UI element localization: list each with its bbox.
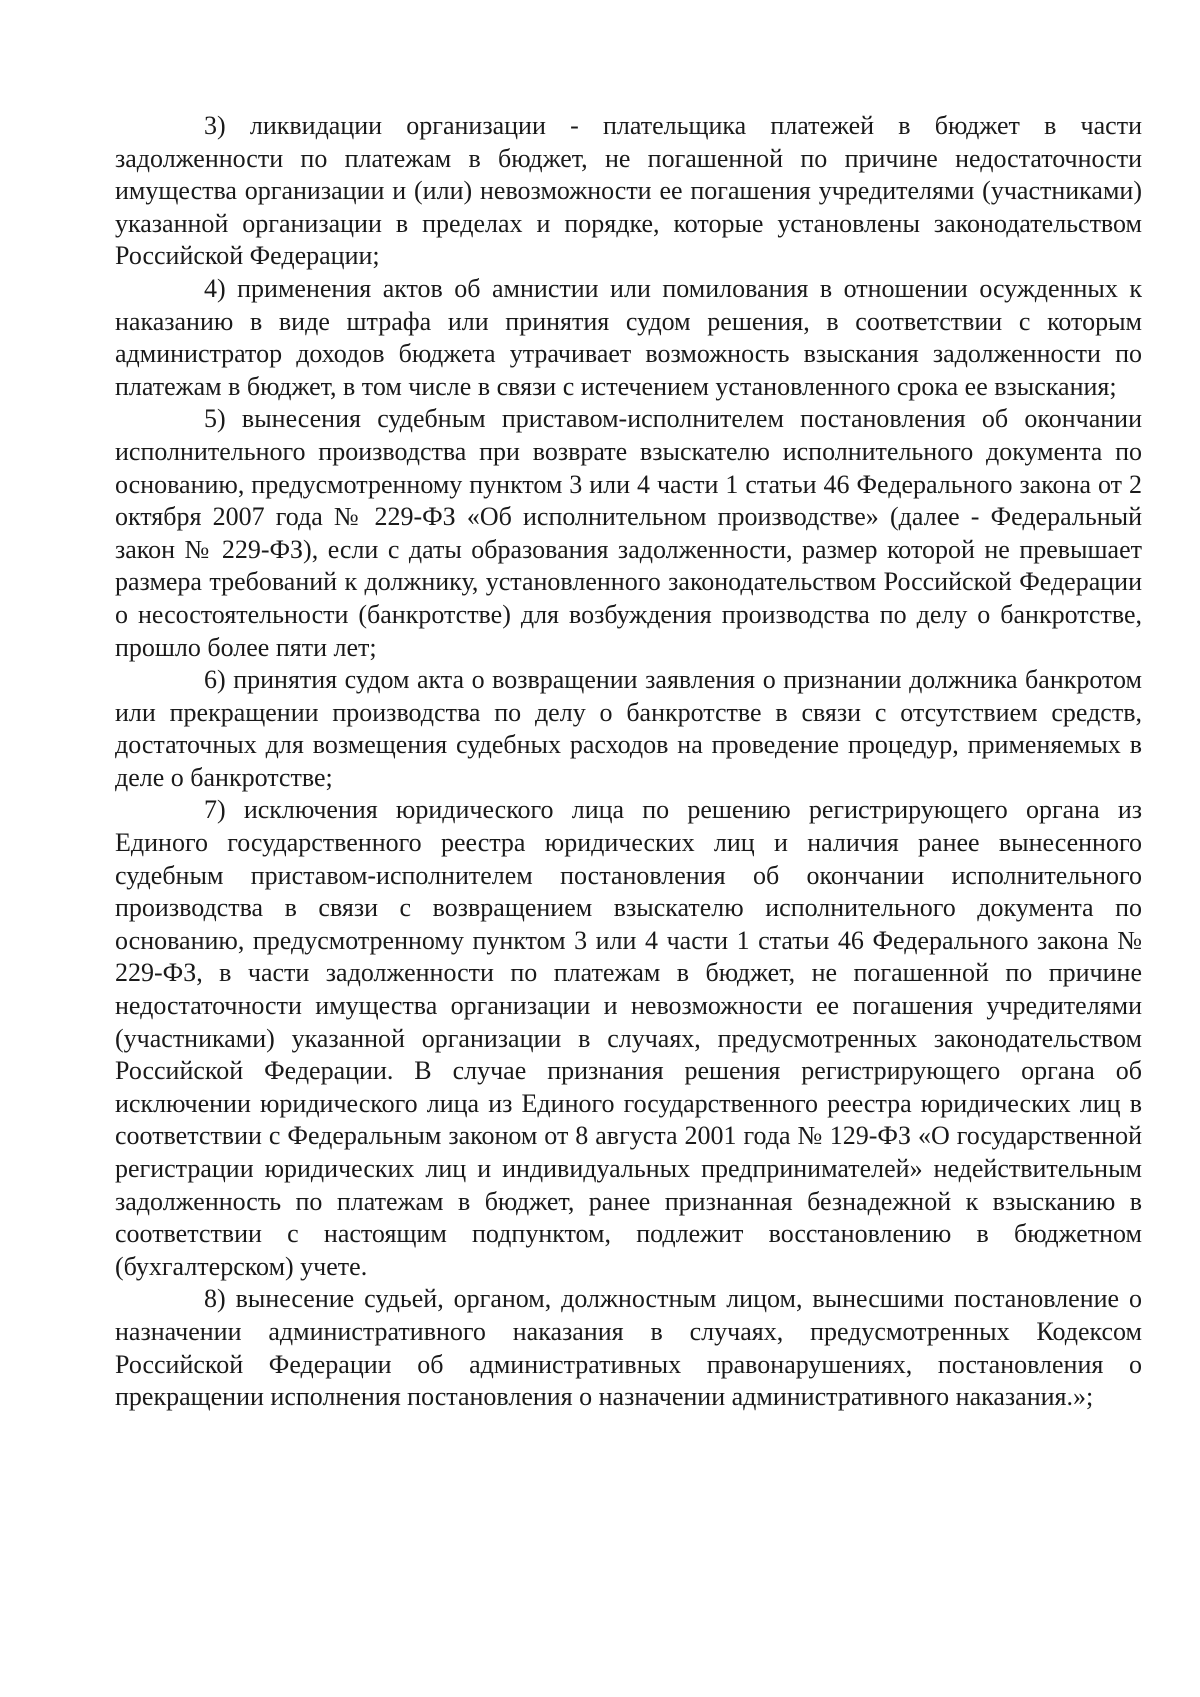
paragraph-item-3: 3) ликвидации организации - плательщика платежей в бюджет в части задолженности по платежам в бюджет, не погашенной по причине недостаточности имущества организации и (или) невозможности ее погашения учредителями (участниками) указанной организации в пределах и порядке, которые установлены законодательством Российской Федерации; bbox=[115, 111, 1142, 271]
paragraph-item-4: 4) применения актов об амнистии или помилования в отношении осужденных к наказанию в виде штрафа или принятия судом решения, в соответствии с которым администратор доходов бюджета утрачивает возможность взыскания задолженности по платежам в бюджет, в том числе в связи с истечением установленного срока ее взыскания; bbox=[115, 273, 1142, 401]
paragraph-item-7: 7) исключения юридического лица по решению регистрирующего органа из Единого государственного реестра юридических лиц и наличия ранее вынесенного судебным приставом-исполнителем постановления об окончании исполнительного производства в связи с возвращением взыскателю исполнительного документа по основанию, предусмотренному пунктом 3 или 4 части 1 статьи 46 Федерального закона № 229-ФЗ, в части задолженности по платежам в бюджет, не погашенной по причине недостаточности имущества организации и невозможности ее погашения учредителями (участниками) указанной организации в случаях, предусмотренных законодательством Российской Федерации. В случае признания решения регистрирующего органа об исключении юридического лица из Единого государственного реестра юридических лиц в соответствии с Федеральным законом от 8 августа 2001 года № 129-ФЗ «О государственной регистрации юридических лиц и индивидуальных предпринимателей» недействительным задолженность по платежам в бюджет, ранее признанная безнадежной к взысканию в соответствии с настоящим подпунктом, подлежит восстановлению в бюджетном (бухгалтерском) учете. bbox=[115, 795, 1142, 1281]
paragraph-item-6: 6) принятия судом акта о возвращении заявления о признании должника банкротом или прекращении производства по делу о банкротстве в связи с отсутствием средств, достаточных для возмещения судебных расходов на проведение процедур, применяемых в деле о банкротстве; bbox=[115, 665, 1142, 792]
document-body bbox=[115, 110, 1142, 1414]
paragraph-item-5: 5) вынесения судебным приставом-исполнителем постановления об окончании исполнительного производства при возврате взыскателю исполнительного документа по основанию, предусмотренному пунктом 3 или 4 части 1 статьи 46 Федерального закона от 2 октября 2007 года № 229-ФЗ «Об исполнительном производстве» (далее - Федеральный закон № 229-ФЗ), если с даты образования задолженности, размер которой не превышает размера требований к должнику, установленного законодательством Российской Федерации о несостоятельности (банкротстве) для возбуждения производства по делу о банкротстве, прошло более пяти лет; bbox=[115, 404, 1142, 662]
paragraph-item-8: 8) вынесение судьей, органом, должностным лицом, вынесшими постановление о назначении административного наказания в случаях, предусмотренных Кодексом Российской Федерации об административных правонарушениях, постановления о прекращении исполнения постановления о назначении административного наказания.»; bbox=[115, 1284, 1142, 1412]
